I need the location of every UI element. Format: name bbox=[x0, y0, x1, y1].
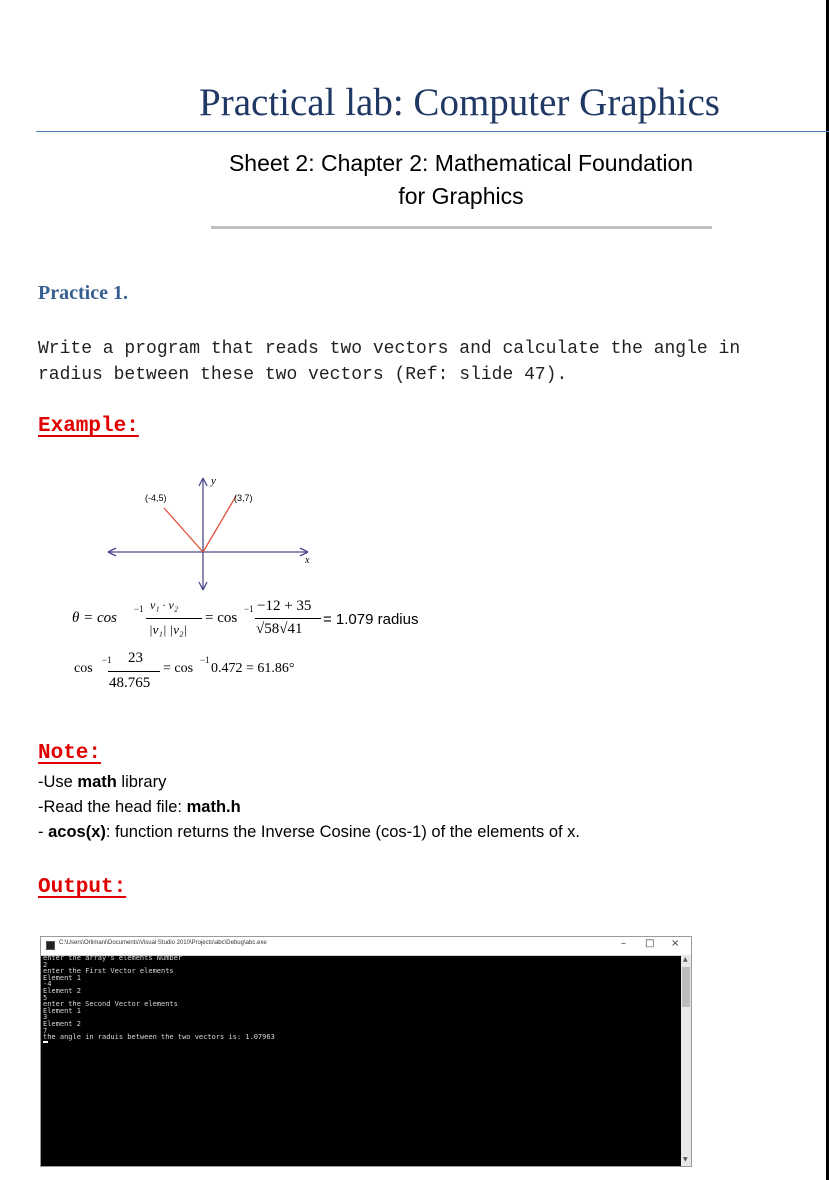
console-line: Element 1 bbox=[43, 973, 81, 982]
inverse-superscript-1: −1 bbox=[134, 604, 144, 614]
inverse-superscript-3: −1 bbox=[102, 655, 112, 665]
vector-diagram bbox=[100, 470, 320, 595]
title-rule bbox=[36, 131, 829, 132]
y-axis-label: y bbox=[211, 475, 216, 487]
example-label: Example: bbox=[38, 415, 139, 438]
console-cursor bbox=[43, 1041, 48, 1043]
scroll-thumb[interactable] bbox=[682, 967, 690, 1007]
cos-label: cos bbox=[74, 661, 93, 676]
console-line: 3 bbox=[43, 1013, 48, 1022]
console-line: Element 1 bbox=[43, 1006, 81, 1015]
inverse-superscript-4: −1 bbox=[200, 655, 210, 665]
dot-product-numerator: v₁ · v₂ bbox=[150, 598, 178, 612]
note-1-tail: library bbox=[116, 773, 167, 791]
close-button[interactable]: × bbox=[671, 938, 680, 949]
console-window bbox=[40, 936, 692, 1167]
note-3-text: - bbox=[38, 823, 49, 841]
fraction-line-1 bbox=[146, 618, 202, 619]
console-app-icon bbox=[46, 941, 55, 950]
fraction-line-3 bbox=[108, 671, 160, 672]
note-item-2 bbox=[38, 798, 241, 817]
console-line: -4 bbox=[43, 980, 52, 989]
root-denominator: √58√41 bbox=[256, 621, 303, 637]
result-radius: = 1.079 radius bbox=[323, 611, 419, 628]
console-line: 5 bbox=[43, 993, 48, 1002]
console-line: 2 bbox=[43, 960, 48, 969]
angle-formula bbox=[72, 598, 492, 646]
task-description bbox=[38, 336, 829, 388]
console-line: the angle in raduis between the two vectors is: 1.07963 bbox=[43, 1033, 275, 1042]
minimize-button[interactable]: – bbox=[621, 938, 626, 949]
task-line-1: Write a program that reads two vectors and calculate the angle in bbox=[38, 339, 741, 359]
degree-formula bbox=[72, 650, 372, 698]
practice-heading: Practice 1. bbox=[38, 282, 128, 304]
fraction-line-2 bbox=[255, 618, 321, 619]
output-label: Output: bbox=[38, 876, 127, 899]
console-line: enter the array's elements Number bbox=[43, 954, 183, 962]
vector-2-line bbox=[203, 496, 236, 552]
console-line: 7 bbox=[43, 1026, 48, 1035]
console-line bbox=[43, 1041, 683, 1048]
note-1-bold: math bbox=[77, 773, 117, 791]
degree-denominator: 48.765 bbox=[109, 675, 151, 691]
console-line: enter the Second Vector elements bbox=[43, 1000, 178, 1009]
maximize-button[interactable]: □ bbox=[645, 938, 655, 949]
page-title: Practical lab: Computer Graphics bbox=[199, 81, 720, 124]
console-line: Element 2 bbox=[43, 986, 81, 995]
theta-cos: θ = cos bbox=[72, 610, 117, 626]
x-axis-label: x bbox=[305, 555, 310, 566]
note-3-bold: acos(x) bbox=[48, 823, 106, 841]
point-1-label: (-4,5) bbox=[145, 493, 167, 503]
note-2-bold: math.h bbox=[186, 798, 241, 816]
magnitude-denominator: |v₁| |v₂| bbox=[149, 622, 188, 637]
inverse-superscript-2: −1 bbox=[244, 604, 254, 614]
console-line: Element 2 bbox=[43, 1019, 81, 1028]
page-subtitle bbox=[195, 147, 727, 213]
task-line-2: radius between these two vectors (Ref: slide 47). bbox=[38, 365, 568, 385]
scroll-up-arrow-icon[interactable]: ▲ bbox=[683, 956, 688, 963]
degree-numerator: 23 bbox=[128, 650, 143, 666]
note-label: Note: bbox=[38, 742, 102, 765]
console-scrollbar[interactable] bbox=[681, 955, 691, 1166]
note-1-text: -Use bbox=[38, 773, 78, 791]
console-output bbox=[43, 955, 683, 1047]
scroll-down-arrow-icon[interactable]: ▼ bbox=[683, 1156, 688, 1163]
note-item-3 bbox=[38, 823, 580, 842]
point-2-label: (3,7) bbox=[234, 493, 253, 503]
note-2-text: -Read the head file: bbox=[38, 798, 187, 816]
equals-cos-2: = cos bbox=[163, 661, 194, 676]
subtitle-rule bbox=[211, 226, 712, 229]
note-item-1 bbox=[38, 773, 166, 792]
subtitle-line-2: for Graphics bbox=[398, 183, 524, 209]
console-title: C:\Users\Orlimani\Documents\Visual Studio 2010\Projects\abc\Debug\abc.exe bbox=[59, 940, 267, 946]
note-3-tail: : function returns the Inverse Cosine (cos-1) of the elements of x. bbox=[105, 823, 581, 841]
console-line: enter the First Vector elements bbox=[43, 967, 174, 976]
equals-cos: = cos bbox=[205, 610, 238, 626]
vector-1-line bbox=[164, 508, 203, 552]
subtitle-line-1: Sheet 2: Chapter 2: Mathematical Foundation bbox=[228, 150, 694, 176]
numeric-numerator: −12 + 35 bbox=[257, 598, 312, 614]
degree-result: 0.472 = 61.86° bbox=[211, 661, 295, 676]
